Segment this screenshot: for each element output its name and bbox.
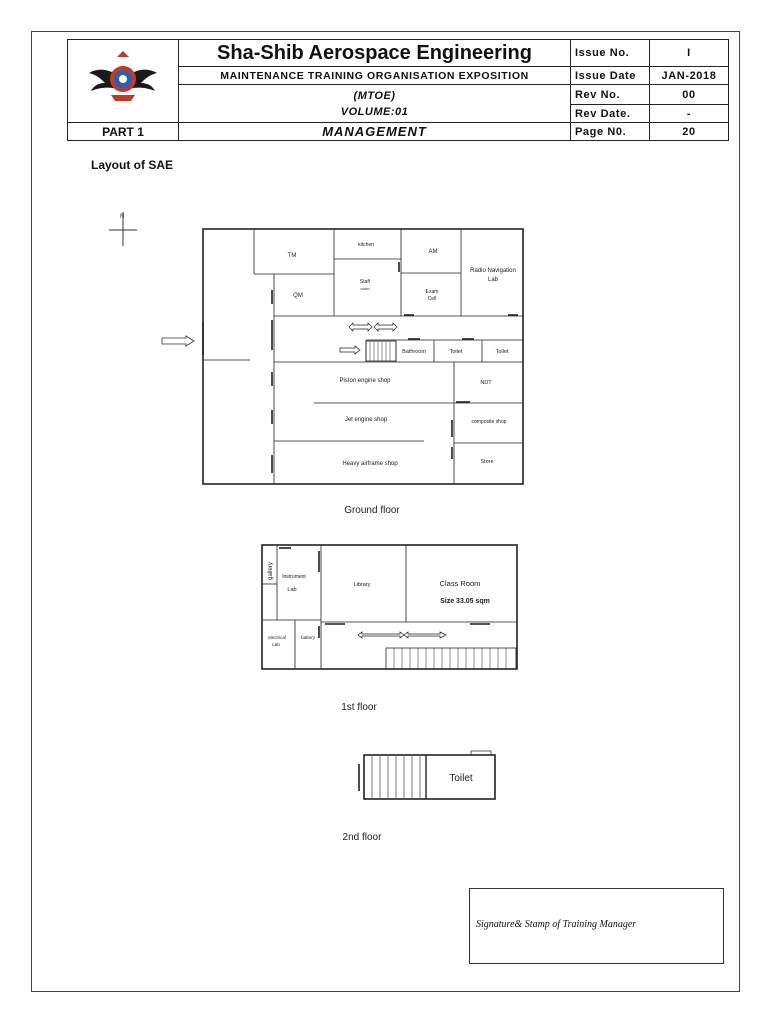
room-battery: battery (301, 635, 315, 640)
room-electrical-2: Lab (272, 642, 280, 647)
room-library: Library (353, 582, 371, 588)
issue-date-value: JAN-2018 (650, 67, 729, 85)
room-classroom: Class Room (439, 579, 481, 588)
room-staff: Staff (359, 279, 371, 285)
document-line-1: MAINTENANCE TRAINING ORGANISATION EXPOSITION (179, 67, 571, 85)
room-tm: TM (287, 253, 297, 259)
room-kitchen: kitchen (358, 242, 374, 248)
room-qm: QM (293, 293, 303, 299)
room-staff-2: room (360, 286, 370, 291)
room-toilet-1: Toilet (449, 349, 463, 355)
signature-box (469, 888, 724, 964)
room-second-toilet: Toilet (449, 773, 473, 784)
room-piston-engine: Piston engine shop (339, 378, 391, 384)
first-floor-caption: 1st floor (341, 702, 377, 713)
signature-label: Signature& Stamp of Training Manager (476, 919, 637, 930)
entrance-arrow-icon (162, 336, 194, 346)
second-floor-caption: 2nd floor (342, 832, 382, 843)
room-composite: composite shop (471, 419, 507, 425)
layout-title: Layout of SAE (91, 158, 174, 172)
issue-no-label: Issue No. (571, 40, 650, 67)
room-ndt: NDT (480, 380, 492, 386)
ground-floor-caption: Ground floor (344, 505, 400, 516)
room-heavy-airframe: Heavy airframe shop (342, 461, 398, 467)
room-instrument-2: Lab (287, 587, 297, 593)
room-am: AM (428, 249, 438, 255)
room-electrical: electrical (268, 635, 286, 640)
rev-date-value: - (650, 105, 729, 123)
rev-no-value: 00 (650, 85, 729, 105)
document-line-3: VOLUME:01 (340, 105, 409, 118)
room-classroom-size: Size 33.05 sqm (440, 598, 490, 605)
issue-no-value: I (650, 40, 729, 67)
room-radio-nav-2: Lab (487, 277, 499, 283)
page-no-label: Page N0. (571, 123, 650, 141)
room-instrument: Instrument (282, 574, 306, 580)
room-exam-2: Cell (427, 296, 437, 302)
section-title: MANAGEMENT (179, 123, 571, 141)
room-radio-nav: Radio Navigation (470, 268, 516, 274)
document-line-2: (MTOE) (353, 89, 396, 102)
rev-no-label: Rev No. (571, 85, 650, 105)
room-jet-engine: Jet engine shop (344, 417, 388, 423)
company-name: Sha-Shib Aerospace Engineering (179, 40, 571, 67)
first-floor-plan (262, 545, 517, 669)
room-exam: Exam (425, 289, 439, 295)
compass-north-label: N (120, 214, 125, 220)
issue-date-label: Issue Date (571, 67, 650, 85)
second-floor-plan (359, 751, 495, 799)
room-bathroom: Bathroom (402, 349, 426, 355)
room-toilet-2: Toilet (495, 349, 509, 355)
room-gallery: gallery (268, 562, 274, 580)
room-store: Store (480, 459, 494, 465)
compass-icon (109, 212, 137, 246)
part-label: PART 1 (68, 123, 179, 141)
rev-date-label: Rev Date. (571, 105, 650, 123)
page-no-value: 20 (650, 123, 729, 141)
